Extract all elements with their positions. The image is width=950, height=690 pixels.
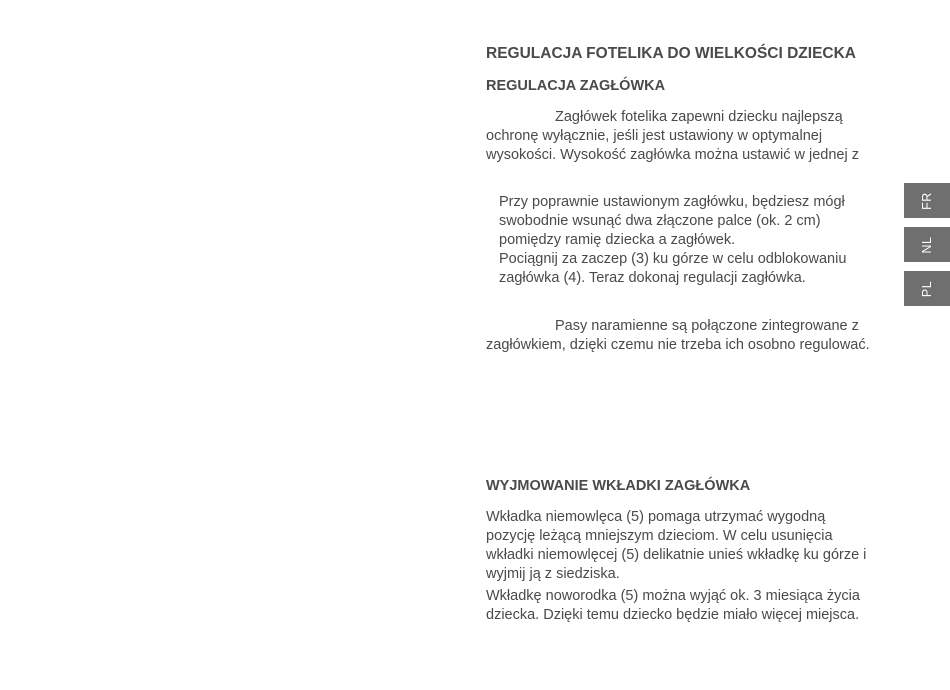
- paragraph-infant-insert: [486, 508, 906, 584]
- paragraph-newborn-insert: [486, 587, 906, 625]
- text-line: Przy poprawnie ustawionym zagłówku, będziesz mógł: [499, 194, 845, 210]
- text-line: Wkładkę noworodka (5) można wyjąć ok. 3 miesiąca życia: [486, 588, 860, 604]
- text-line: Pociągnij za zaczep (3) ku górze w celu odblokowaniu: [499, 251, 847, 267]
- text-line: zagłówka (4). Teraz dokonaj regulacji zagłówka.: [499, 270, 806, 286]
- text-line: ochronę wyłącznie, jeśli jest ustawiony w optymalnej: [486, 128, 823, 144]
- text-line: Wkładka niemowlęca (5) pomaga utrzymać wygodną: [486, 509, 826, 525]
- paragraph-headrest-intro: [486, 108, 906, 165]
- text-line: pozycję leżącą mniejszym dzieciom. W celu usunięcia: [486, 528, 833, 544]
- text-line: wyjmij ją z siedziska.: [486, 566, 620, 582]
- language-tab-nl[interactable]: [904, 227, 950, 262]
- paragraph-headrest-fit: [499, 193, 919, 288]
- language-tab-label: NL: [920, 236, 934, 253]
- language-tab-fr[interactable]: [904, 183, 950, 218]
- section-title: REGULACJA FOTELIKA DO WIELKOŚCI DZIECKA: [486, 45, 856, 62]
- language-tab-label: PL: [920, 280, 934, 297]
- text-line: swobodnie wsunąć dwa złączone palce (ok. 2 cm): [499, 213, 821, 229]
- text-line: Zagłówek fotelika zapewni dziecku najlepszą: [555, 109, 843, 125]
- paragraph-shoulder-straps: [486, 317, 906, 355]
- language-tab-label: FR: [920, 191, 934, 210]
- language-tab-pl[interactable]: [904, 271, 950, 306]
- text-line: wkładki niemowlęcej (5) delikatnie unieś wkładkę ku górze i: [486, 547, 867, 563]
- subsection-title-headrest: REGULACJA ZAGŁÓWKA: [486, 78, 666, 94]
- text-line: pomiędzy ramię dziecka a zagłówek.: [499, 232, 736, 248]
- language-tabs: [904, 183, 950, 315]
- subsection-title-insert: WYJMOWANIE WKŁADKI ZAGŁÓWKA: [486, 478, 751, 494]
- text-line: zagłówkiem, dzięki czemu nie trzeba ich osobno regulować.: [486, 337, 870, 353]
- text-line: dziecka. Dzięki temu dziecko będzie miało więcej miejsca.: [486, 607, 860, 623]
- text-line: wysokości. Wysokość zagłówka można ustawić w jednej z: [486, 147, 859, 163]
- text-line: Pasy naramienne są połączone zintegrowane z: [555, 318, 859, 334]
